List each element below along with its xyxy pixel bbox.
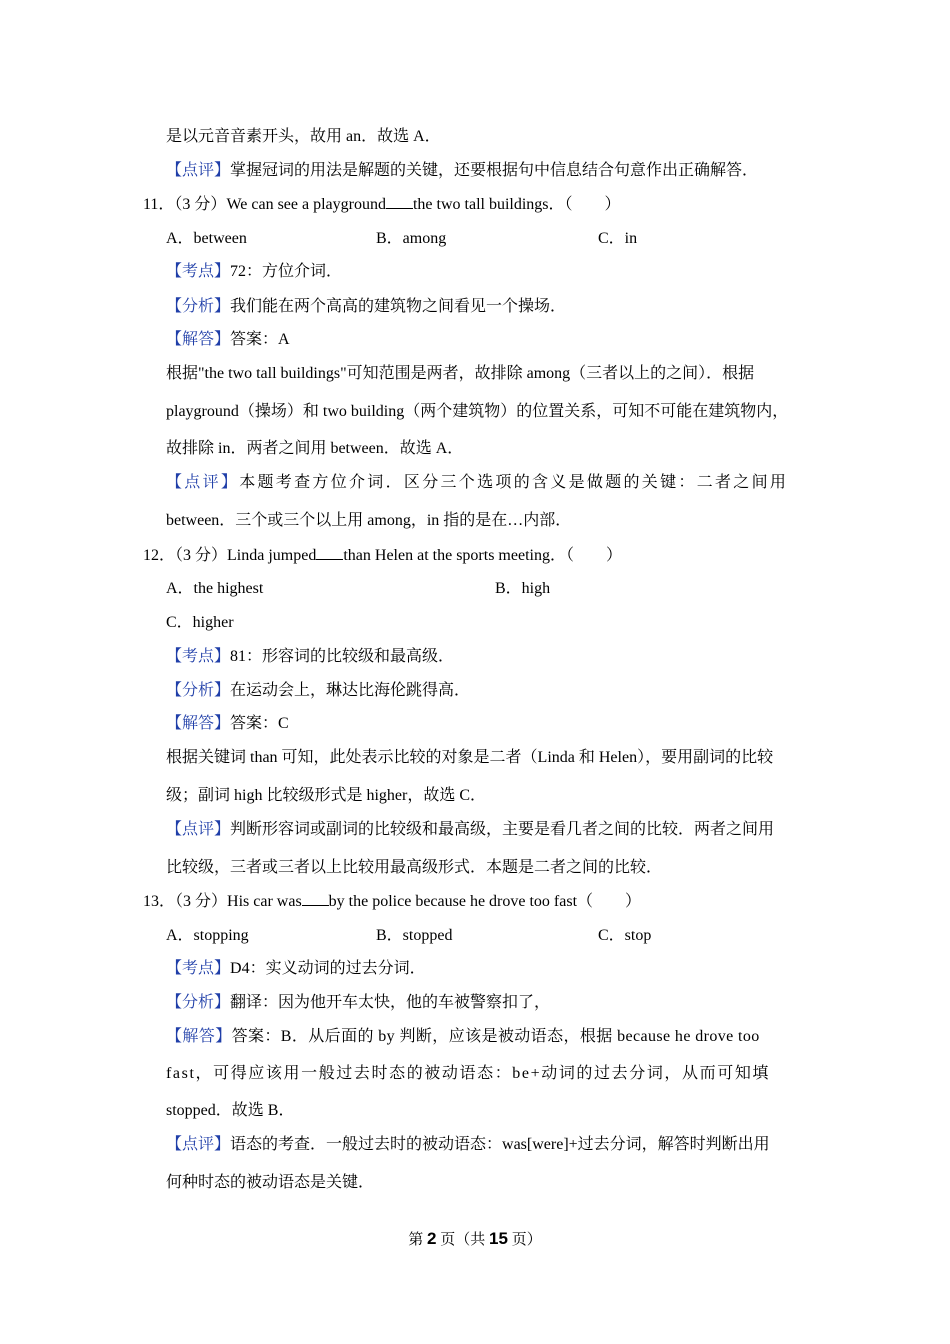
fenxi-text: 翻译：因为他开车太快，他的车被警察扣了， [230, 994, 551, 1011]
jieda-line: fast，可得应该用一般过去时态的被动语态：be+动词的过去分词，从而可知填 [166, 1065, 771, 1082]
tag-kaodian: 【考点】 [166, 648, 231, 665]
fenxi-line [166, 993, 550, 1013]
stem-part: the two tall buildings．（ ） [412, 196, 621, 213]
jieda-text: 答案：B．从后面的 by 判断，应该是被动语态，根据 because he drove too [231, 1028, 760, 1045]
jieda-line: stopped．故选 B． [166, 1102, 295, 1119]
tag-fenxi: 【分析】 [166, 994, 231, 1011]
question-12-stem [143, 545, 622, 566]
option-b: B．high [495, 580, 551, 597]
question-score: （3 分） [175, 547, 228, 564]
question-number: 13． [143, 893, 176, 910]
fenxi-line [166, 681, 470, 701]
tag-dianping: 【点评】 [166, 162, 231, 179]
kaodian-text: 72：方位介词． [230, 263, 343, 280]
tag-fenxi: 【分析】 [166, 682, 231, 699]
explanation-line: 根据关键词 than 可知，此处表示比较的对象是二者（Linda 和 Helen），要用副词的比较 [166, 749, 774, 766]
comment-line [166, 820, 774, 840]
option-c: C．higher [166, 614, 234, 631]
question-number: 12． [143, 547, 176, 564]
comment-line [166, 473, 788, 493]
tag-kaodian: 【考点】 [166, 960, 231, 977]
comment-text: 语态的考查．一般过去时的被动语态：was[were]+过去分词，解答时判断出用 [230, 1136, 770, 1153]
explanation-line: playground（操场）和 two building（两个建筑物）的位置关系，可知不可能在建筑物内， [166, 403, 789, 420]
stem-part: than Helen at the sports meeting．（ ） [343, 547, 622, 564]
option-a: A．between [166, 230, 247, 247]
page-number: 2 [427, 1229, 437, 1248]
option-a: A．stopping [166, 927, 249, 944]
tag-fenxi: 【分析】 [166, 298, 231, 315]
jieda-text: 答案：A [230, 331, 290, 348]
question-score: （3 分） [174, 196, 227, 213]
kaodian-text: 81：形容词的比较级和最高级． [230, 648, 455, 665]
kaodian-text: D4：实义动词的过去分词． [230, 960, 426, 977]
jieda-line [166, 330, 290, 350]
stem-part: His car was [227, 893, 302, 910]
kaodian-line [166, 262, 342, 282]
jieda-text: 答案：C [230, 715, 289, 732]
tag-jieda: 【解答】 [166, 331, 231, 348]
explanation-line: 级；副词 high 比较级形式是 higher，故选 C． [166, 787, 486, 804]
option-b: B．stopped [376, 927, 453, 944]
fenxi-line [166, 297, 566, 317]
jieda-line [166, 1027, 760, 1047]
fenxi-text: 我们能在两个高高的建筑物之间看见一个操场． [230, 298, 567, 315]
question-11-stem [143, 194, 621, 215]
comment-text: 判断形容词或副词的比较级和最高级，主要是看几者之间的比较．两者之间用 [230, 821, 775, 838]
answer-blank [386, 194, 413, 209]
text-line: 是以元音音素开头，故用 an．故选 A． [166, 128, 441, 145]
tag-dianping: 【点评】 [166, 821, 231, 838]
option-c: C．in [598, 230, 638, 247]
kaodian-line [166, 647, 454, 667]
comment-text: 掌握冠词的用法是解题的关键，还要根据句中信息结合句意作出正确解答． [230, 162, 759, 179]
question-13-stem [143, 891, 641, 912]
explanation-line: 根据"the two tall buildings"可知范围是两者，故排除 among（三者以上的之间）．根据 [166, 365, 755, 382]
explanation-line: 故排除 in．两者之间用 between．故选 A． [166, 440, 464, 457]
question-score: （3 分） [175, 893, 228, 910]
total-pages: 15 [489, 1229, 508, 1248]
option-c: C．stop [598, 927, 652, 944]
tag-jieda: 【解答】 [166, 1028, 232, 1045]
tag-kaodian: 【考点】 [166, 263, 231, 280]
comment-line [166, 161, 758, 181]
fenxi-text: 在运动会上，琳达比海伦跳得高． [230, 682, 471, 699]
option-a: A．the highest [166, 580, 264, 597]
comment-line: between．三个或三个以上用 among，in 指的是在…内部． [166, 512, 572, 529]
jieda-line [166, 714, 289, 734]
comment-text: 本题考查方位介词．区分三个选项的含义是做题的关键：二者之间用 [239, 474, 789, 491]
answer-blank [302, 891, 329, 906]
stem-part: We can see a playground [226, 196, 386, 213]
footer-suffix: 页） [511, 1232, 542, 1248]
footer-middle: 页（共 [440, 1232, 486, 1248]
answer-blank [316, 545, 343, 560]
option-b: B．among [376, 230, 447, 247]
question-number: 11． [143, 196, 175, 213]
tag-jieda: 【解答】 [166, 715, 231, 732]
page-footer [0, 1229, 950, 1250]
footer-prefix: 第 [408, 1232, 424, 1248]
stem-part: by the police because he drove too fast（ ） [328, 893, 642, 910]
comment-line [166, 1135, 770, 1155]
comment-line: 何种时态的被动语态是关键． [166, 1174, 375, 1191]
comment-line: 比较级，三者或三者以上比较用最高级形式．本题是二者之间的比较． [166, 859, 663, 876]
kaodian-line [166, 959, 426, 979]
tag-dianping: 【点评】 [166, 1136, 231, 1153]
tag-dianping: 【点评】 [166, 474, 240, 491]
stem-part: Linda jumped [227, 547, 317, 564]
